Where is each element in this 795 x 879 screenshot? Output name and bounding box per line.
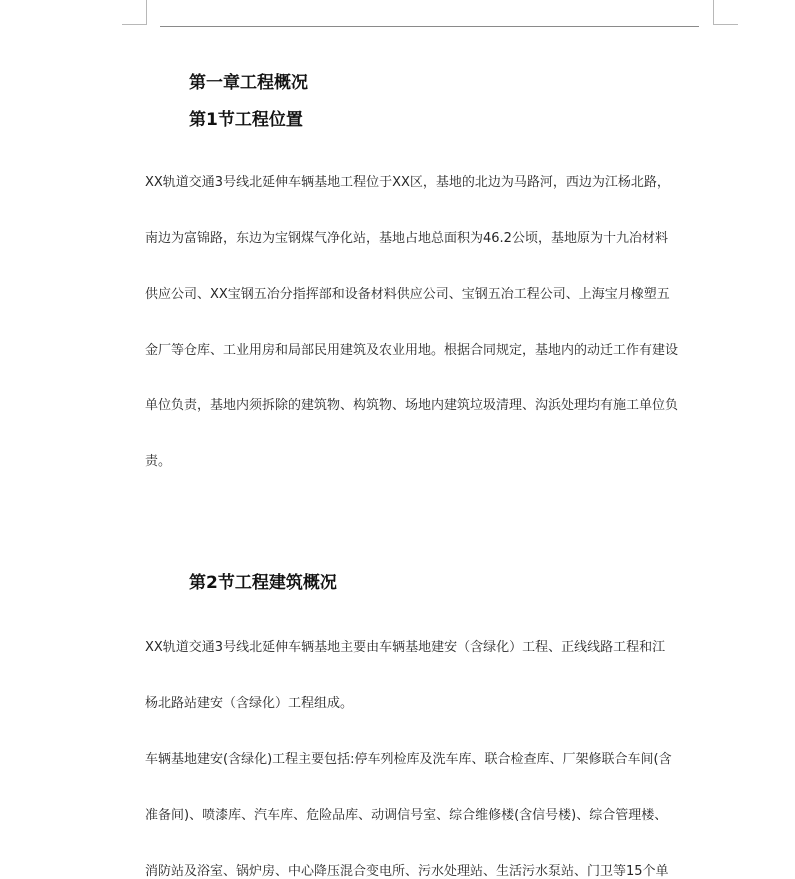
section-title-2: 第2节工程建筑概况 xyxy=(189,573,337,593)
paragraph-line: 单位负责，基地内须拆除的建筑物、构筑物、场地内建筑垃圾清理、沟浜处理均有施工单位负 xyxy=(145,398,679,413)
crop-mark-top-left-horizontal xyxy=(122,24,147,25)
paragraph-line: 杨北路站建安（含绿化）工程组成。 xyxy=(145,696,354,711)
paragraph-line: 供应公司、XX宝钢五冶分指挥部和设备材料供应公司、宝钢五冶工程公司、上海宝月橡塑五 xyxy=(145,287,670,302)
paragraph-line: 准备间)、喷漆库、汽车库、危险品库、动调信号室、综合维修楼(含信号楼)、综合管理楼、 xyxy=(145,808,668,823)
chapter-title: 第一章工程概况 xyxy=(189,73,308,93)
paragraph-line: 金厂等仓库、工业用房和局部民用建筑及农业用地。根据合同规定，基地内的动迁工作有建设 xyxy=(145,343,679,358)
paragraph-line: 车辆基地建安(含绿化)工程主要包括:停车列检库及洗车库、联合检查库、厂架修联合车间(含 xyxy=(145,752,672,767)
crop-mark-top-left-vertical xyxy=(146,0,147,24)
header-rule xyxy=(160,26,699,27)
paragraph-line: XX轨道交通3号线北延伸车辆基地工程位于XX区，基地的北边为马路河，西边为江杨北路， xyxy=(145,175,670,190)
paragraph-line: 责。 xyxy=(145,454,172,469)
paragraph-line: 南边为富锦路，东边为宝钢煤气净化站，基地占地总面积为46.2公顷，基地原为十九冶材料 xyxy=(145,231,668,246)
crop-mark-top-right-horizontal xyxy=(713,24,738,25)
section-title-1: 第1节工程位置 xyxy=(189,110,303,130)
paragraph-line: 消防站及浴室、锅炉房、中心降压混合变电所、污水处理站、生活污水泵站、门卫等15个单 xyxy=(145,864,669,879)
crop-mark-top-right-vertical xyxy=(713,0,714,24)
paragraph-line: XX轨道交通3号线北延伸车辆基地主要由车辆基地建安（含绿化）工程、正线线路工程和江 xyxy=(145,640,666,655)
